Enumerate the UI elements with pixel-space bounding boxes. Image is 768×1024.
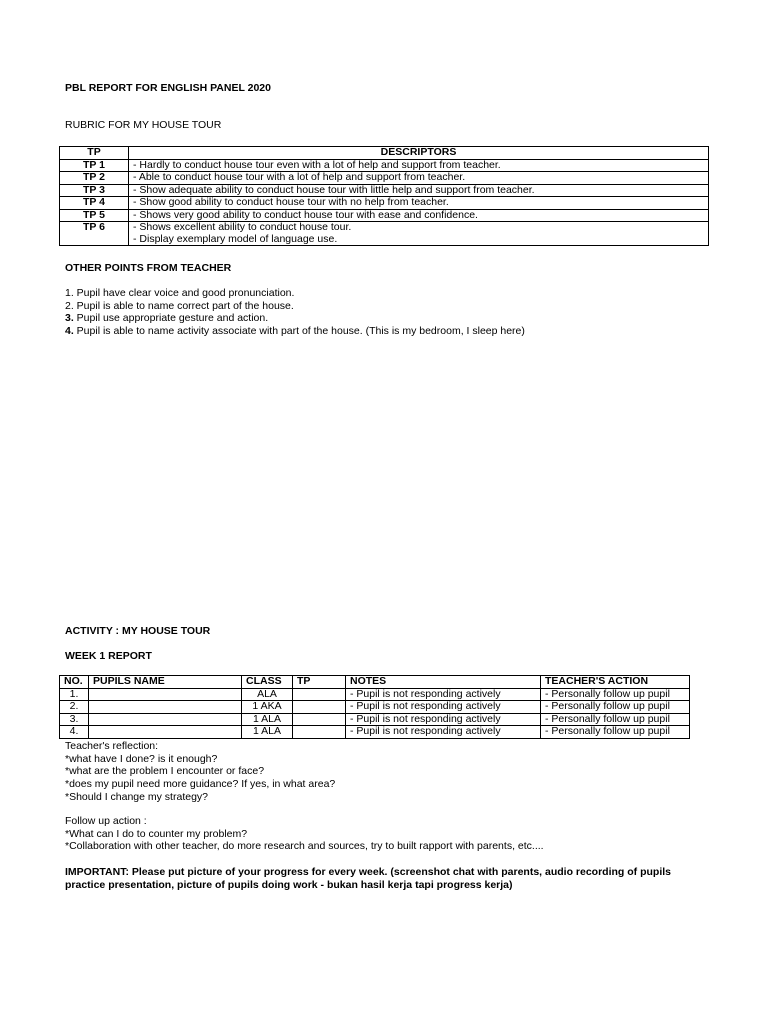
col-pupils-name: PUPILS NAME xyxy=(89,676,242,689)
point-item xyxy=(65,312,268,325)
rubric-row xyxy=(60,222,709,246)
rubric-descriptor xyxy=(129,172,709,185)
tp-value xyxy=(293,713,346,726)
point-item xyxy=(65,287,294,300)
important-line: IMPORTANT: Please put picture of your progress for every week. (screenshot chat with parents, audio recording of pupils xyxy=(65,866,672,878)
class-name: 1 ALA xyxy=(242,713,293,726)
rubric-tp-level: TP 2 xyxy=(60,172,129,185)
rubric-title: RUBRIC FOR MY HOUSE TOUR xyxy=(65,119,222,131)
class-name: ALA xyxy=(242,688,293,701)
follow-up-line: *What can I do to counter my problem? xyxy=(65,827,248,840)
rubric-header-row xyxy=(60,147,709,160)
follow-up-line: Follow up action : xyxy=(65,815,147,827)
reflection-line: *Should I change my strategy? xyxy=(65,790,209,803)
rubric-row xyxy=(60,184,709,197)
rubric-tp-level: TP 3 xyxy=(60,184,129,197)
reflection-line: *what are the problem I encounter or face? xyxy=(65,765,265,778)
descriptor-line: - Shows excellent ability to conduct house tour. xyxy=(133,221,352,233)
week-report-table xyxy=(59,675,690,739)
action-cell: - Personally follow up pupil xyxy=(541,713,690,726)
descriptor-line: - Able to conduct house tour with a lot of help and support from teacher. xyxy=(133,171,466,183)
tp-value xyxy=(293,726,346,739)
descriptor-line: - Hardly to conduct house tour even with a lot of help and support from teacher. xyxy=(133,158,501,171)
notes-cell: - Pupil is not responding actively xyxy=(346,726,541,739)
descriptor-line: - Show adequate ability to conduct house tour with little help and support from teacher. xyxy=(133,183,535,196)
tp-value xyxy=(293,688,346,701)
notes-cell: - Pupil is not responding actively xyxy=(346,701,541,714)
col-no: NO. xyxy=(60,676,89,689)
tp-value xyxy=(293,701,346,714)
activity-title: ACTIVITY : MY HOUSE TOUR xyxy=(65,625,211,637)
week-header-row xyxy=(60,676,690,689)
rubric-descriptor xyxy=(129,222,709,246)
row-number: 3. xyxy=(60,713,89,726)
point-number: 1. xyxy=(65,287,74,299)
pupil-name xyxy=(89,713,242,726)
point-item xyxy=(65,325,525,338)
document-title: PBL REPORT FOR ENGLISH PANEL 2020 xyxy=(65,82,271,94)
reflection-line: Teacher's reflection: xyxy=(65,740,159,752)
pupil-name xyxy=(89,701,242,714)
rubric-tp-level: TP 4 xyxy=(60,197,129,210)
rubric-tp-level: TP 5 xyxy=(60,209,129,222)
follow-up-line: *Collaboration with other teacher, do more research and sources, try to built rapport with parents, etc.... xyxy=(65,840,544,853)
rubric-row xyxy=(60,209,709,222)
rubric-row xyxy=(60,197,709,210)
rubric-row xyxy=(60,172,709,185)
col-tp: TP xyxy=(293,676,346,689)
action-cell: - Personally follow up pupil xyxy=(541,688,690,701)
row-number: 4. xyxy=(60,726,89,739)
notes-cell: - Pupil is not responding actively xyxy=(346,713,541,726)
week-title: WEEK 1 REPORT xyxy=(65,650,152,662)
table-row xyxy=(60,726,690,739)
point-text: Pupil have clear voice and good pronunciation. xyxy=(73,287,295,299)
other-points-title: OTHER POINTS FROM TEACHER xyxy=(65,262,232,274)
row-number: 1. xyxy=(60,688,89,701)
row-number: 2. xyxy=(60,701,89,714)
rubric-descriptor xyxy=(129,184,709,197)
col-notes: NOTES xyxy=(346,676,541,689)
point-text: Pupil is able to name activity associate with part of the house. (This is my bedroom, I sleep here) xyxy=(73,324,525,337)
class-name: 1 ALA xyxy=(242,726,293,739)
point-item xyxy=(65,300,294,313)
point-text: Pupil use appropriate gesture and action. xyxy=(73,312,269,325)
col-teachers-action: TEACHER'S ACTION xyxy=(541,676,690,689)
point-number: 3. xyxy=(65,312,74,325)
rubric-table xyxy=(59,146,709,246)
descriptor-line: - Display exemplary model of language use. xyxy=(133,232,338,245)
point-text: Pupil is able to name correct part of the house. xyxy=(73,299,294,312)
rubric-tp-level: TP 6 xyxy=(60,222,129,246)
reflection-line: *what have I done? is it enough? xyxy=(65,752,218,765)
rubric-tp-level: TP 1 xyxy=(60,159,129,172)
rubric-col-descriptors: DESCRIPTORS xyxy=(129,147,709,160)
rubric-col-tp: TP xyxy=(60,147,129,160)
point-number: 2. xyxy=(65,299,74,312)
important-line: practice presentation, picture of pupils doing work - bukan hasil kerja tapi progress kerja) xyxy=(65,878,513,891)
table-row xyxy=(60,713,690,726)
pupil-name xyxy=(89,726,242,739)
descriptor-line: - Show good ability to conduct house tour with no help from teacher. xyxy=(133,196,449,208)
rubric-descriptor xyxy=(129,197,709,210)
pupil-name xyxy=(89,688,242,701)
action-cell: - Personally follow up pupil xyxy=(541,726,690,739)
point-number: 4. xyxy=(65,324,74,337)
rubric-descriptor xyxy=(129,209,709,222)
class-name: 1 AKA xyxy=(242,701,293,714)
reflection-line: *does my pupil need more guidance? If yes, in what area? xyxy=(65,778,336,791)
descriptor-line: - Shows very good ability to conduct house tour with ease and confidence. xyxy=(133,208,478,221)
rubric-row xyxy=(60,159,709,172)
action-cell: - Personally follow up pupil xyxy=(541,701,690,714)
table-row xyxy=(60,688,690,701)
table-row xyxy=(60,701,690,714)
notes-cell: - Pupil is not responding actively xyxy=(346,688,541,701)
col-class: CLASS xyxy=(242,676,293,689)
rubric-descriptor xyxy=(129,159,709,172)
